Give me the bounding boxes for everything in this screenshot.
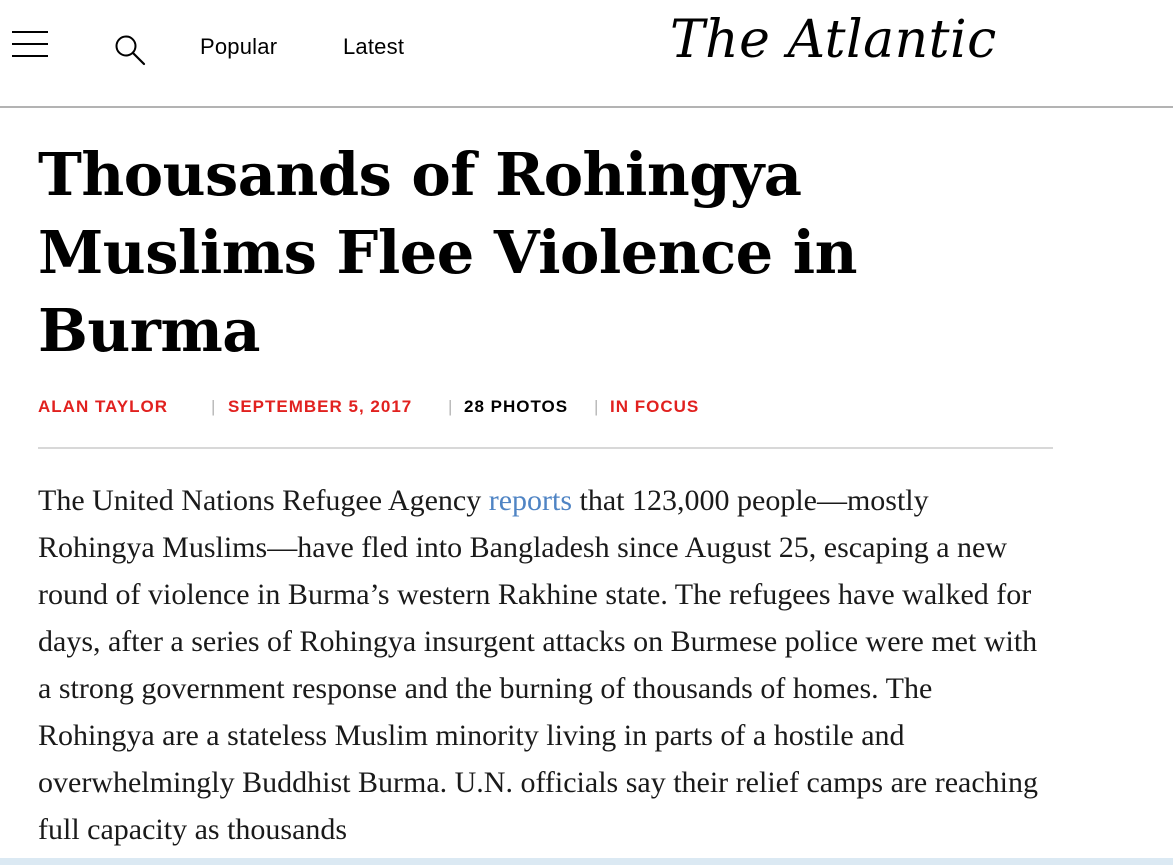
byline-separator: | <box>594 397 600 416</box>
article-byline <box>38 397 1038 421</box>
search-icon[interactable] <box>113 33 147 67</box>
byline-divider <box>38 447 1053 449</box>
nav-latest-link[interactable]: Latest <box>343 34 405 59</box>
byline-separator: | <box>448 397 454 416</box>
intro-text: that 123,000 people—mostly Rohingya Muslims—have fled into Bangladesh since August 25, escaping a new round of violence in Burma’s western Rakhine state. The refugees have walked for days, after a series of Rohingya insurgent attacks on Burmese police were met with a strong government response and the burning of thousands of homes. The Rohingya are a stateless Muslim minority living in parts of a hostile and overwhelmingly Buddhist Burma. U.N. officials say their relief camps are reaching full capacity as thousands <box>38 484 1038 846</box>
reports-link[interactable]: reports <box>488 484 573 517</box>
site-logo[interactable]: The Atlantic <box>670 10 997 70</box>
nav-popular-link[interactable]: Popular <box>200 34 278 59</box>
photo-count: 28 PHOTOS <box>464 397 569 416</box>
author-link[interactable]: ALAN TAYLOR <box>38 397 168 416</box>
section-link-in-focus[interactable]: IN FOCUS <box>610 397 700 416</box>
intro-text: The United Nations Refugee Agency <box>38 484 489 517</box>
article-intro <box>38 477 1048 853</box>
article-headline: Thousands of Rohingya Muslims Flee Violence in Burma <box>38 140 858 365</box>
byline-separator: | <box>211 397 217 416</box>
publish-date: SEPTEMBER 5, 2017 <box>228 397 413 416</box>
bottom-edge-strip <box>0 858 1173 865</box>
site-header <box>0 0 1173 108</box>
hamburger-menu-icon[interactable] <box>12 29 50 61</box>
